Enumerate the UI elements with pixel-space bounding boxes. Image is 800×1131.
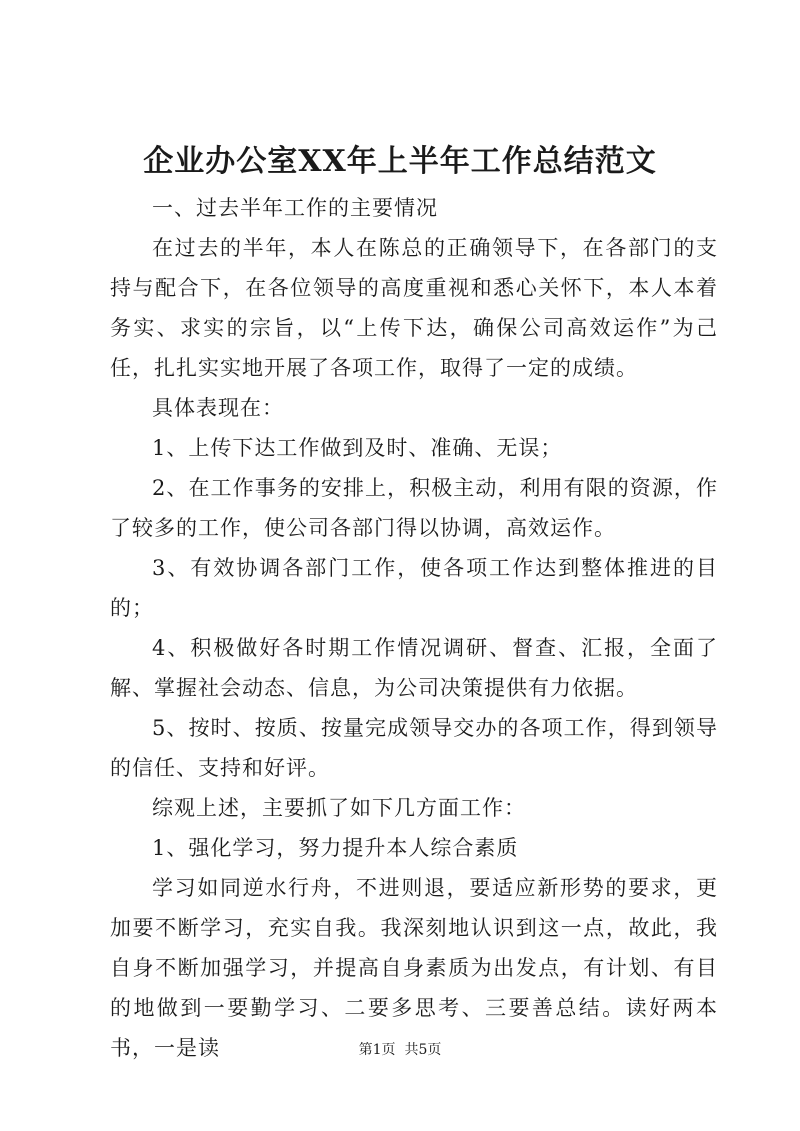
document-body xyxy=(110,188,718,1068)
page-number: 第1页 xyxy=(358,1042,396,1058)
paragraph: 学习如同逆水行舟，不进则退，要适应新形势的要求，更加要不断学习，充实自我。我深刻地认识到这一点，故此，我自身不断加强学习，并提高自身素质为出发点，有计划、有目的地做到一要勤学习、二要多思考、三要善总结。读好两本书，一是读 xyxy=(110,876,718,1060)
list-item: 3、有效协调各部门工作，使各项工作达到整体推进的目的； xyxy=(110,556,718,620)
list-item: 5、按时、按质、按量完成领导交办的各项工作，得到领导的信任、支持和好评。 xyxy=(110,716,718,780)
page-total: 共5页 xyxy=(404,1042,442,1058)
list-item: 4、积极做好各时期工作情况调研、督查、汇报，全面了解、掌握社会动态、信息，为公司决策提供有力依据。 xyxy=(110,636,718,700)
paragraph: 在过去的半年，本人在陈总的正确领导下，在各部门的支持与配合下，在各位领导的高度重视和悉心关怀下，本人本着务实、求实的宗旨，以“上传下达，确保公司高效运作”为己任，扎扎实实地开展了各项工作，取得了一定的成绩。 xyxy=(110,236,718,380)
list-item: 1、上传下达工作做到及时、准确、无误； xyxy=(152,436,563,460)
document-title: 企业办公室XX年上半年工作总结范文 xyxy=(143,144,657,179)
list-item: 2、在工作事务的安排上，积极主动，利用有限的资源，作了较多的工作，使公司各部门得以协调，高效运作。 xyxy=(110,476,718,540)
page-footer xyxy=(0,1040,800,1060)
subsection-heading: 1、强化学习，努力提升本人综合素质 xyxy=(152,836,519,860)
paragraph: 具体表现在： xyxy=(152,396,284,420)
section-heading: 一、过去半年工作的主要情况 xyxy=(152,196,438,220)
paragraph: 综观上述，主要抓了如下几方面工作： xyxy=(152,796,526,820)
